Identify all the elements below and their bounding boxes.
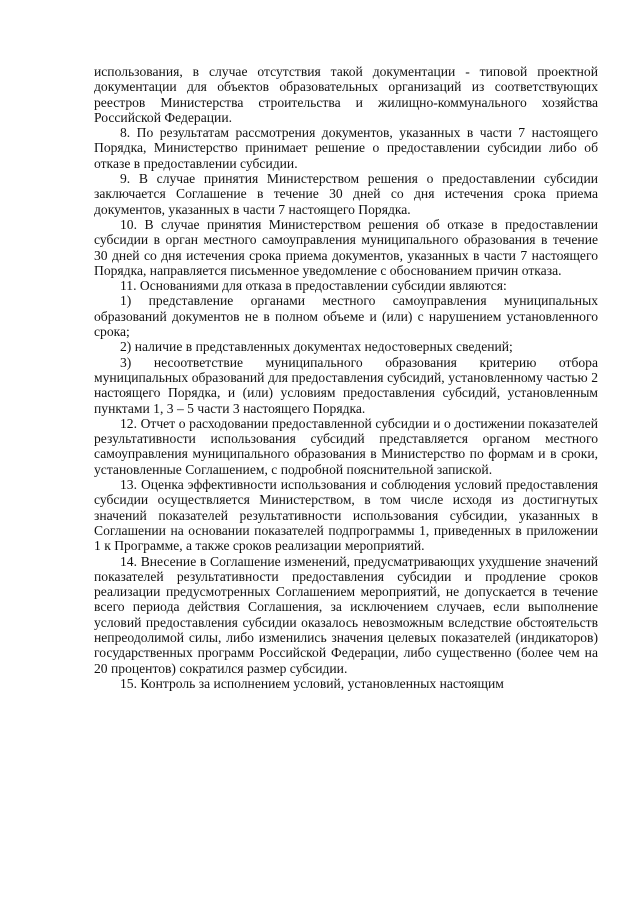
paragraph-item-15: 15. Контроль за исполнением условий, установленных настоящим: [120, 675, 504, 691]
paragraph-subitem-1: 1) представление органами местного самоуправления муниципальных образований документов не в полном объеме и (или) с нарушением установленного срока;: [94, 293, 598, 340]
paragraph-subitem-3: 3) несоответствие муниципального образования критерию отбора муниципальных образований для предоставления субсидий, установленному частью 2 настоящего Порядка, и (или) условиям предоставления субсидий, установленным пунктами 1, 3 – 5 части 3 настоящего Порядка.: [94, 354, 598, 416]
paragraph-continuation: использования, в случае отсутствия такой документации - типовой проектной документации для объектов образовательных организаций из соответствующих реестров Министерства строительства и жилищно-коммунального хозяйства Российской Федерации.: [94, 64, 598, 125]
paragraph-item-14: 14. Внесение в Соглашение изменений, предусматривающих ухудшение значений показателей результативности предоставления субсидии и продление сроков реализации предусмотренных Соглашением мероприятий, не допускается в течение всего периода действия Соглашения, за исключением случаев, если выполнение условий предоставления субсидии оказалось невозможным вследствие обстоятельств непреодолимой силы, либо изменились значения целевых показателей (индикаторов) государственных программ Российской Федерации, либо существенно (более чем на 20 процентов) сократился размер субсидии.: [94, 553, 598, 676]
paragraph-item-10: 10. В случае принятия Министерством решения об отказе в предоставлении субсидии в орган местного самоуправления муниципального образования в течение 30 дней со дня истечения срока приема документов, указанных в части 7 настоящего Порядка, направляется письменное уведомление с обоснованием причин отказа.: [94, 216, 598, 278]
paragraph-item-12: 12. Отчет о расходовании предоставленной субсидии и о достижении показателей результативности использования субсидий представляется органом местного самоуправления муниципального образования в Министерство по формам и в сроки, установленные Соглашением, с подробной пояснительной запиской.: [94, 415, 598, 477]
paragraph-item-13: 13. Оценка эффективности использования и соблюдения условий предоставления субсидии осуществляется Министерством, в том числе исходя из достигнутых значений показателей результативности использования субсидии, указанных в Соглашении на основании показателей подпрограммы 1, приведенных в приложении 1 к Программе, а также сроков реализации мероприятий.: [94, 477, 598, 554]
paragraph-item-11: 11. Основаниями для отказа в предоставлении субсидии являются:: [120, 278, 507, 294]
paragraph-subitem-2: 2) наличие в представленных документах недостоверных сведений;: [120, 339, 513, 355]
paragraph-item-9: 9. В случае принятия Министерством решения о предоставлении субсидии заключается Соглашение в течение 30 дней со дня истечения срока приема документов, указанных в части 7 настоящего Порядка.: [94, 171, 598, 217]
paragraph-item-8: 8. По результатам рассмотрения документов, указанных в части 7 настоящего Порядка, Министерство принимает решение о предоставлении субсидии либо об отказе в предоставлении субсидии.: [94, 125, 598, 171]
